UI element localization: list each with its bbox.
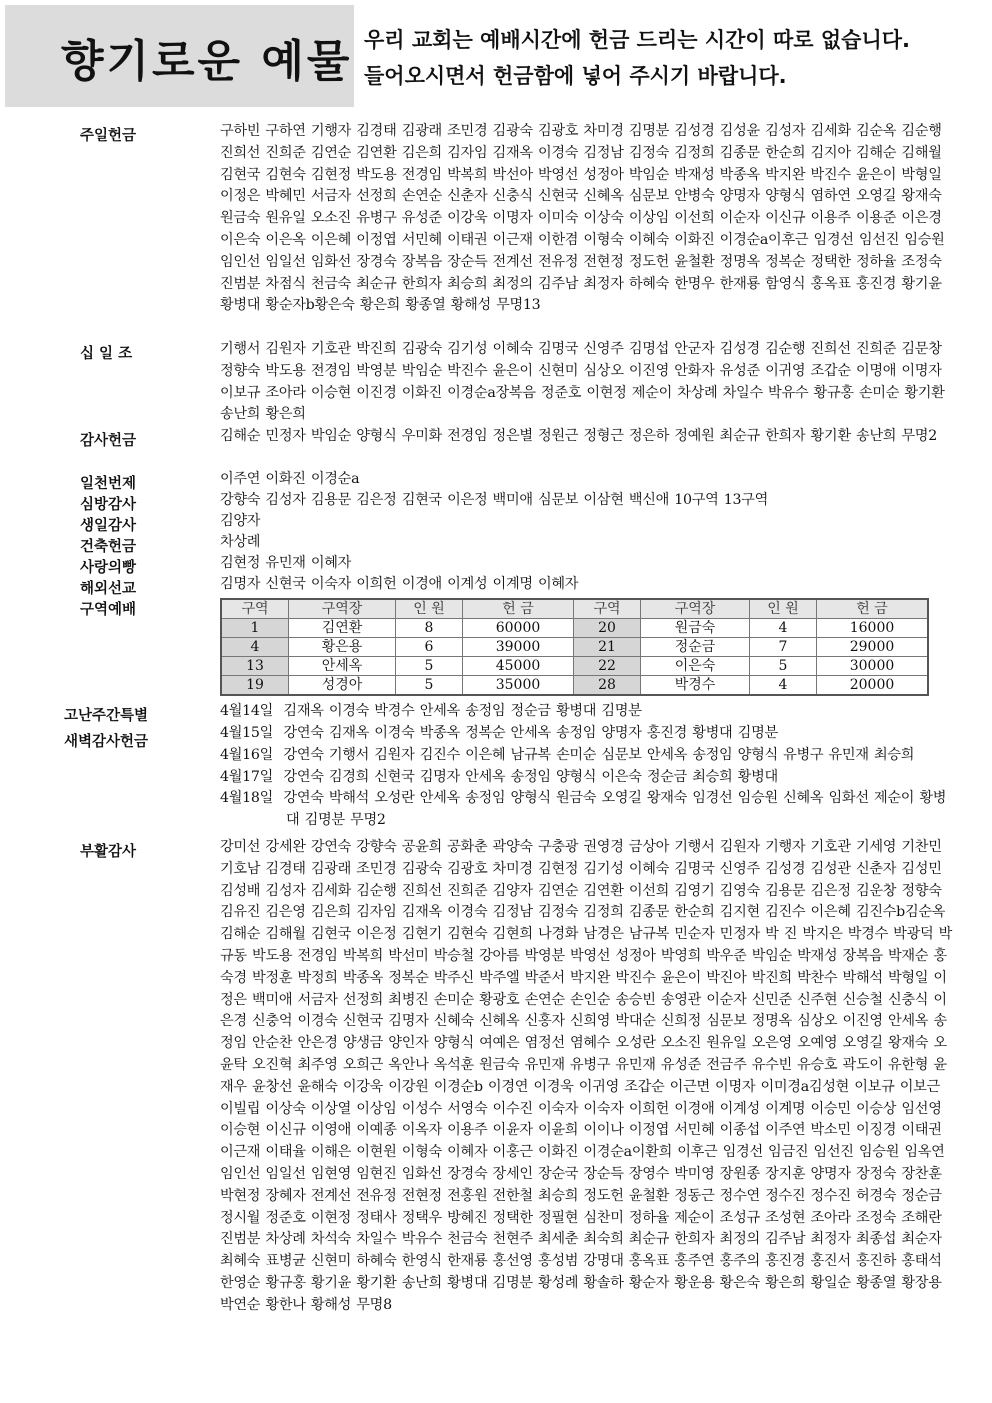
birthday-thanks-label: 생일감사 [80, 518, 137, 534]
dawn-thanks-entries [220, 723, 958, 832]
district-worship-label: 구역예배 [80, 602, 137, 618]
table-cell: 4 [221, 638, 289, 657]
sunday-offering-label: 주일헌금 [80, 128, 137, 144]
table-cell: 1 [221, 619, 289, 638]
offering-notice [364, 22, 910, 94]
table-cell: 19 [221, 676, 289, 696]
table-cell: 13 [221, 657, 289, 676]
ilcheon-label: 일천번제 [80, 476, 137, 492]
list-item [220, 767, 958, 789]
entry-date: 4월17일 [220, 768, 273, 785]
building-offering-names: 차상례 [220, 534, 261, 550]
district-worship-table [220, 598, 929, 696]
notice-line: 우리 교회는 예배시간에 헌금 드리는 시간이 따로 없습니다. [364, 28, 911, 52]
entry-names: 김재옥 이경숙 박경수 안세옥 송정임 정순금 황병대 김명분 [283, 703, 642, 719]
table-cell: 5 [396, 676, 463, 696]
visit-thanks-names: 강향숙 김성자 김용문 김은정 김현국 이은정 백미애 심문보 이삼현 백신애 10구역 13구역 [220, 492, 768, 508]
table-row [221, 676, 928, 696]
title-box [5, 5, 354, 107]
notice-line: 들어오시면서 헌금함에 넣어 주시기 바랍니다. [364, 64, 787, 88]
mission-label: 해외선교 [80, 581, 137, 597]
passion-week-label: 고난주간특별 [64, 708, 149, 724]
easter-thanks-names: 강미선 강세완 강연숙 강향숙 공윤희 공화춘 곽양숙 구충광 권영경 금상아 기행서 김원자 기행자 기호관 기세영 기찬민 기호남 김경태 김광래 조민경 김광숙 김광호 차미경 김현정 김기성 이혜숙 김명국 신영주 김성경 김성관 신춘자 김성민 김성배 김성자 김세화 김순행 진희선 진희준 김양자 김연순 김연환 이선희 김영기 김영숙 김용문 김은정 김운창 정향숙 김유진 김은영 김은희 김자임 김재옥 이경숙 김정남 김정숙 김정희 김종문 한순희 김지현 김진수 이은혜 김진수b김순옥 김해순 김해월 김현국 이은정 김현기 김현숙 김현희 나경화 남경은 남규복 민순자 민정자 박 진 박지은 박경수 박광덕 박규동 박도용 전경임 박복희 박선미 박승철 강아름 박영분 박영선 성정아 박영희 박우준 박임순 박재성 장복음 박재순 홍숙경 박정훈 박정희 박종옥 정복순 박주신 박주엘 박준서 박지완 박진수 윤은이 박진아 박진희 박찬수 박해석 박형일 이정은 백미애 서금자 선정희 최병진 손미순 황광호 손연순 손인순 송승빈 송영관 이순자 신민준 신주현 신승철 신충식 이은경 신충억 이경숙 신현국 김명자 신혜숙 신혜옥 신홍자 신희영 박대순 신희정 심문보 정명옥 심상오 이진영 안세옥 송정임 안순찬 안은경 양생금 양인자 양형식 여예은 염정선 염혜수 오성란 오소진 원유일 오은영 오예영 오영길 왕재숙 오윤탁 오진혁 최주영 오희근 옥안나 옥석훈 원금숙 유민재 유병구 유민재 유성준 전금주 유수빈 유승호 곽도이 유한형 윤재우 윤창선 윤해숙 이강욱 이강원 이경순b 이경연 이경욱 이귀영 조갑순 이근면 이명자 이미경a김성현 이보규 이보근 이빌립 이상숙 이상열 이상임 이성수 서영숙 이수진 이숙자 이숙자 이희헌 이경애 이계성 이계명 이승민 이승상 임선영 이승현 이신규 이영애 이예종 이옥자 이용주 이윤자 이윤희 이이나 이정엽 서민혜 이종섭 이주연 박소민 이징경 이태권 이근재 이태율 이해은 이현원 이형숙 이혜자 이홍근 이화진 이경순a이환희 이후근 임경선 임금진 임선진 임승원 임옥연 임인선 임일선 임현영 임현진 임화선 장경숙 장세인 장순국 장순득 장영수 박미영 장원종 장지훈 양명자 장정숙 장찬훈 박현정 장혜자 전계선 전유정 전현정 전홍원 전한철 최승희 정도헌 윤철환 정동근 정수연 정수진 정수진 허경숙 정순금 정시월 정준호 이현정 정태사 정택우 방혜진 정택한 정필현 심찬미 정하율 제순이 조성규 조성현 조아라 조정숙 조해란 진범분 차상례 차석숙 차일수 박유수 천금숙 천현주 최세춘 최숙희 최순규 한희자 최정의 김주남 최정자 최종섭 최순자 최혜숙 표병균 신현미 하혜숙 한영식 한재룡 홍선영 홍성범 강명대 홍옥표 홍주연 홍주의 홍진경 홍진서 홍진하 홍태석 한영순 황규홍 황기윤 황기환 송난희 황병대 김명분 황성례 황솔하 황순자 황운용 황은숙 황은희 황일순 황종열 황장용 박연순 황한나 황해성 무명8 [220, 839, 953, 1313]
entry-names: 강연숙 김경희 신현국 김명자 안세옥 송정임 양형식 이은숙 정순금 최승희 황병대 [283, 768, 778, 785]
table-header-row [221, 599, 928, 619]
table-cell: 35000 [463, 676, 574, 696]
visit-thanks-label: 심방감사 [80, 497, 137, 513]
table-cell: 박경수 [641, 676, 750, 696]
table-cell: 이은숙 [641, 657, 750, 676]
table-cell: 원금숙 [641, 619, 750, 638]
easter-thanks-label: 부활감사 [80, 844, 137, 860]
table-row [221, 657, 928, 676]
table-cell: 성경아 [289, 676, 396, 696]
entry-date: 4월18일 [220, 790, 273, 807]
column-header: 인 원 [750, 599, 817, 619]
table-cell: 정순금 [641, 638, 750, 657]
table-cell: 45000 [463, 657, 574, 676]
entry-names: 강연숙 김재옥 이경숙 박종옥 정복순 안세옥 송정임 양명자 홍진경 황병대 김명분 [283, 725, 778, 741]
page-title: 향기로운 예물 [61, 36, 353, 87]
love-bread-names: 김현정 유민재 이혜자 [220, 555, 352, 571]
table-cell: 황은용 [289, 638, 396, 657]
sunday-offering-names: 구하빈 구하연 기행자 김경태 김광래 조민경 김광숙 김광호 차미경 김명분 김성경 김성윤 김성자 김세화 김순옥 김순행 진희선 진희준 김연순 김연환 김은희 김자임 김재옥 이경숙 김정남 김정숙 김정희 김종문 한순희 김지아 김해순 김해월 김현국 김현숙 김현정 박도용 전경임 박복희 박선아 박영선 성정아 박임순 박재성 박종옥 박지완 박진수 윤은이 박형일 이정은 박혜민 서금자 선정희 손연순 신춘자 신충식 신현국 신혜옥 심문보 안병숙 양명자 양형식 염하연 오영길 왕재숙 원금숙 원유일 오소진 유병구 유성준 이강욱 이명자 이미숙 이상숙 이상임 이선희 이순자 이신규 이용주 이용준 이은경 이은숙 이은옥 이은혜 이정엽 서민혜 이태권 이근재 이한겸 이형숙 이혜숙 이화진 이경순a이후근 임경선 임선진 임승원 임인선 임일선 임화선 장경숙 장복음 장순득 전계선 전유정 전현정 정도헌 윤철환 정명옥 정복순 정택한 정하율 조정숙 진범분 차점식 천금숙 최순규 한희자 최승희 최정의 김주남 최정자 하혜숙 한명우 한재룡 함영식 홍옥표 홍진경 황기윤 황병대 황순자b황은숙 황은희 황종열 황해성 무명13 [220, 123, 945, 314]
column-header: 구역장 [289, 599, 396, 619]
table-cell: 6 [396, 638, 463, 657]
list-item [220, 788, 958, 832]
column-header: 인 원 [396, 599, 463, 619]
mission-names: 김명자 신현국 이숙자 이희헌 이경애 이계성 이계명 이혜자 [220, 576, 579, 592]
entry-date: 4월14일 [220, 703, 273, 719]
table-cell: 5 [396, 657, 463, 676]
list-item [220, 745, 958, 767]
entry-names: 강연숙 박해석 오성란 안세옥 송정임 양형식 원금숙 오영길 왕재숙 임경선 임승원 신혜옥 임화선 제순이 황병대 김명분 무명2 [283, 790, 947, 829]
column-header: 구역장 [641, 599, 750, 619]
table-cell: 16000 [817, 619, 929, 638]
passion-week-entries [220, 701, 958, 723]
table-cell: 30000 [817, 657, 929, 676]
table-cell: 김연환 [289, 619, 396, 638]
column-header: 헌 금 [463, 599, 574, 619]
dawn-thanks-label: 새벽감사헌금 [64, 734, 149, 750]
column-header: 헌 금 [817, 599, 929, 619]
table-cell: 29000 [817, 638, 929, 657]
column-header: 구역 [574, 599, 641, 619]
birthday-thanks-names: 김양자 [220, 513, 261, 529]
table-cell: 22 [574, 657, 641, 676]
entry-date: 4월16일 [220, 746, 273, 763]
table-cell: 21 [574, 638, 641, 657]
table-cell: 4 [750, 619, 817, 638]
table-cell: 60000 [463, 619, 574, 638]
thanks-offering-names: 김해순 민정자 박임순 양형식 우미화 전경임 정은별 정원근 정형근 정은하 정예원 최순규 한희자 황기환 송난희 무명2 [220, 428, 937, 444]
table-row [221, 638, 928, 657]
thanks-offering-label: 감사헌금 [80, 433, 137, 449]
building-offering-label: 건축헌금 [80, 539, 137, 555]
table-cell: 20 [574, 619, 641, 638]
table-cell: 5 [750, 657, 817, 676]
ilcheon-names: 이주연 이화진 이경순a [220, 471, 360, 487]
love-bread-label: 사랑의빵 [80, 560, 137, 576]
table-cell: 8 [396, 619, 463, 638]
table-row [221, 619, 928, 638]
table-cell: 28 [574, 676, 641, 696]
entry-names: 강연숙 기행서 김원자 김진수 이은혜 남규복 손미순 심문보 안세옥 송정임 양형식 유병구 유민재 최승희 [283, 746, 915, 763]
list-item [220, 701, 958, 723]
table-cell: 20000 [817, 676, 929, 696]
column-header: 구역 [221, 599, 289, 619]
table-cell: 안세옥 [289, 657, 396, 676]
tithe-label: 십 일 조 [80, 346, 133, 362]
list-item [220, 723, 958, 745]
entry-date: 4월15일 [220, 725, 273, 741]
table-cell: 4 [750, 676, 817, 696]
tithe-names: 기행서 김원자 기호관 박진희 김광숙 김기성 이혜숙 김명국 신영주 김명섭 안군자 김성경 김순행 진희선 진희준 김문창 정향숙 박도용 전경임 박영분 박임순 박진수 윤은이 신현미 심상오 이진영 안화자 유성준 이귀영 조갑순 이명애 이명자 이보규 조아라 이승현 이진경 이화진 이경순a장복음 정준호 이현정 제순이 차상례 차일수 박유수 황규홍 손미순 황기환 송난희 황은희 [220, 341, 945, 423]
table-cell: 7 [750, 638, 817, 657]
table-cell: 39000 [463, 638, 574, 657]
